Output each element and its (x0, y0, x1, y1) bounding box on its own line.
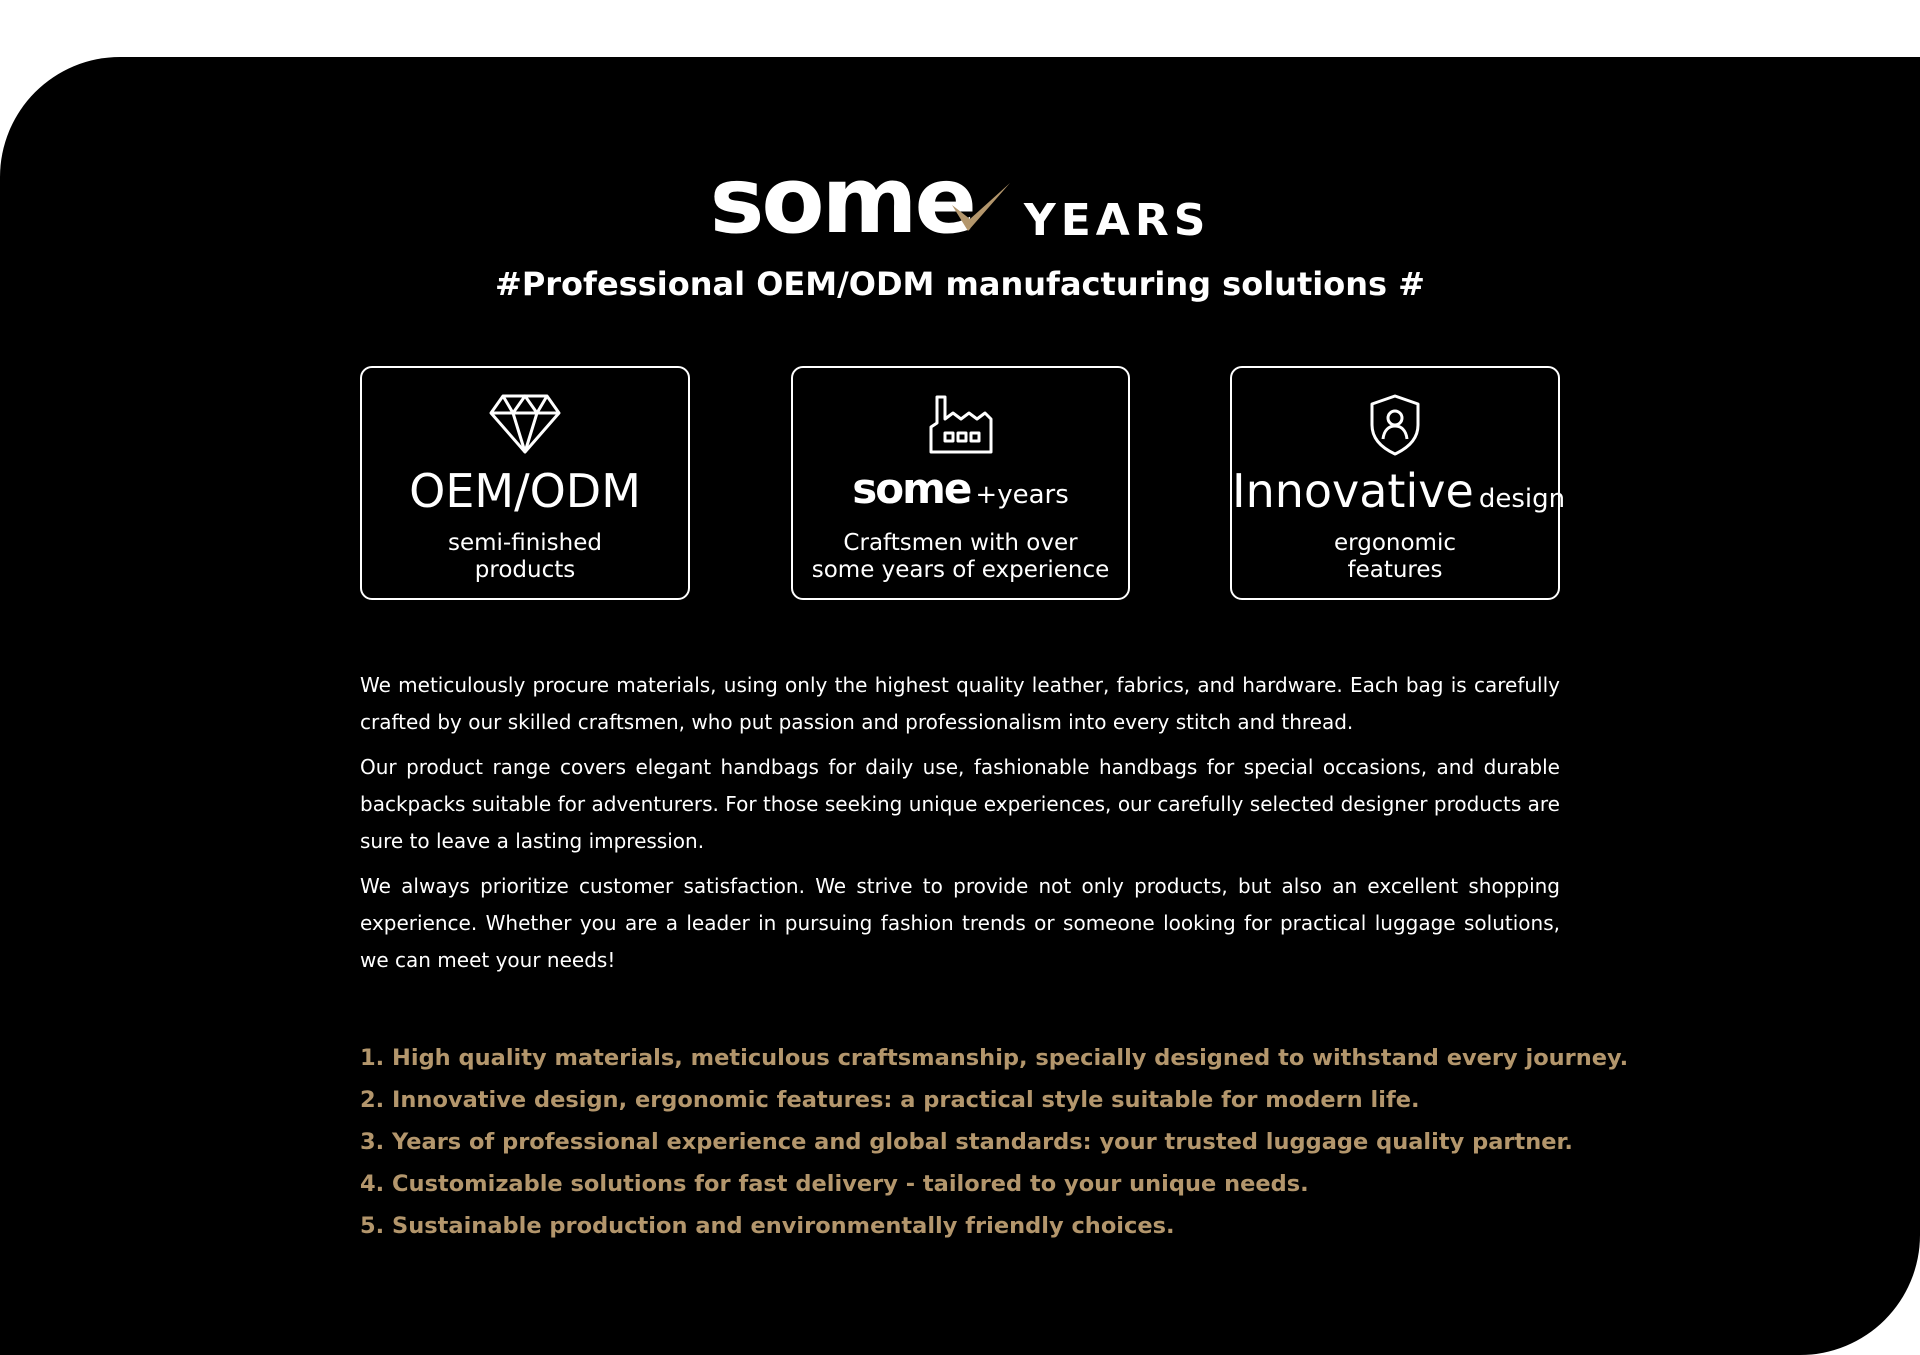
card-description: semi-finished products (448, 530, 602, 583)
feature-card-years (791, 366, 1130, 600)
brand-logo (0, 147, 1920, 255)
card-description: Craftsmen with over some years of experience (811, 530, 1110, 583)
list-item: 5. Sustainable production and environmentally friendly choices. (360, 1213, 1175, 1239)
paragraph: We meticulously procure materials, using only the highest quality leather, fabrics, and hardware. Each bag is carefully crafted by our skilled craftsmen, who put passion and professionalism into every stitch and thread. (360, 673, 1560, 734)
shield-user-icon (1368, 393, 1422, 457)
card-headline: OEM/ODM (409, 464, 641, 518)
description-text (360, 667, 1560, 987)
feature-list (360, 1037, 1640, 1247)
checkmark-icon (946, 175, 1016, 245)
diamond-icon (489, 393, 561, 455)
page-subtitle: #Professional OEM/ODM manufacturing solutions # (495, 265, 1425, 303)
logo-wordmark: some (709, 147, 974, 254)
brand-panel (0, 57, 1920, 1355)
card-headline: Innovative design (1232, 464, 1566, 518)
card-headline: some +years (852, 464, 1069, 513)
card-description: ergonomic features (1334, 530, 1456, 583)
list-item: 2. Innovative design, ergonomic features: a practical style suitable for modern life. (360, 1087, 1420, 1113)
feature-card-oem (360, 366, 690, 600)
paragraph: Our product range covers elegant handbags for daily use, fashionable handbags for special occasions, and durable backpacks suitable for adventurers. For those seeking unique experiences, our carefully selected designer products are sure to leave a lasting impression. (360, 755, 1560, 853)
logo-years: YEARS (1023, 195, 1211, 246)
list-item: 3. Years of professional experience and global standards: your trusted luggage quality partner. (360, 1129, 1573, 1155)
paragraph: We always prioritize customer satisfaction. We strive to provide not only products, but also an excellent shopping experience. Whether you are a leader in pursuing fashion trends or someone looking for practical luggage solutions, we can meet your needs! (360, 874, 1560, 972)
feature-card-design (1230, 366, 1566, 600)
list-item: 1. High quality materials, meticulous craftsmanship, specially designed to withstand every journey. (360, 1045, 1629, 1071)
factory-icon (927, 393, 995, 455)
list-item: 4. Customizable solutions for fast delivery - tailored to your unique needs. (360, 1171, 1309, 1197)
